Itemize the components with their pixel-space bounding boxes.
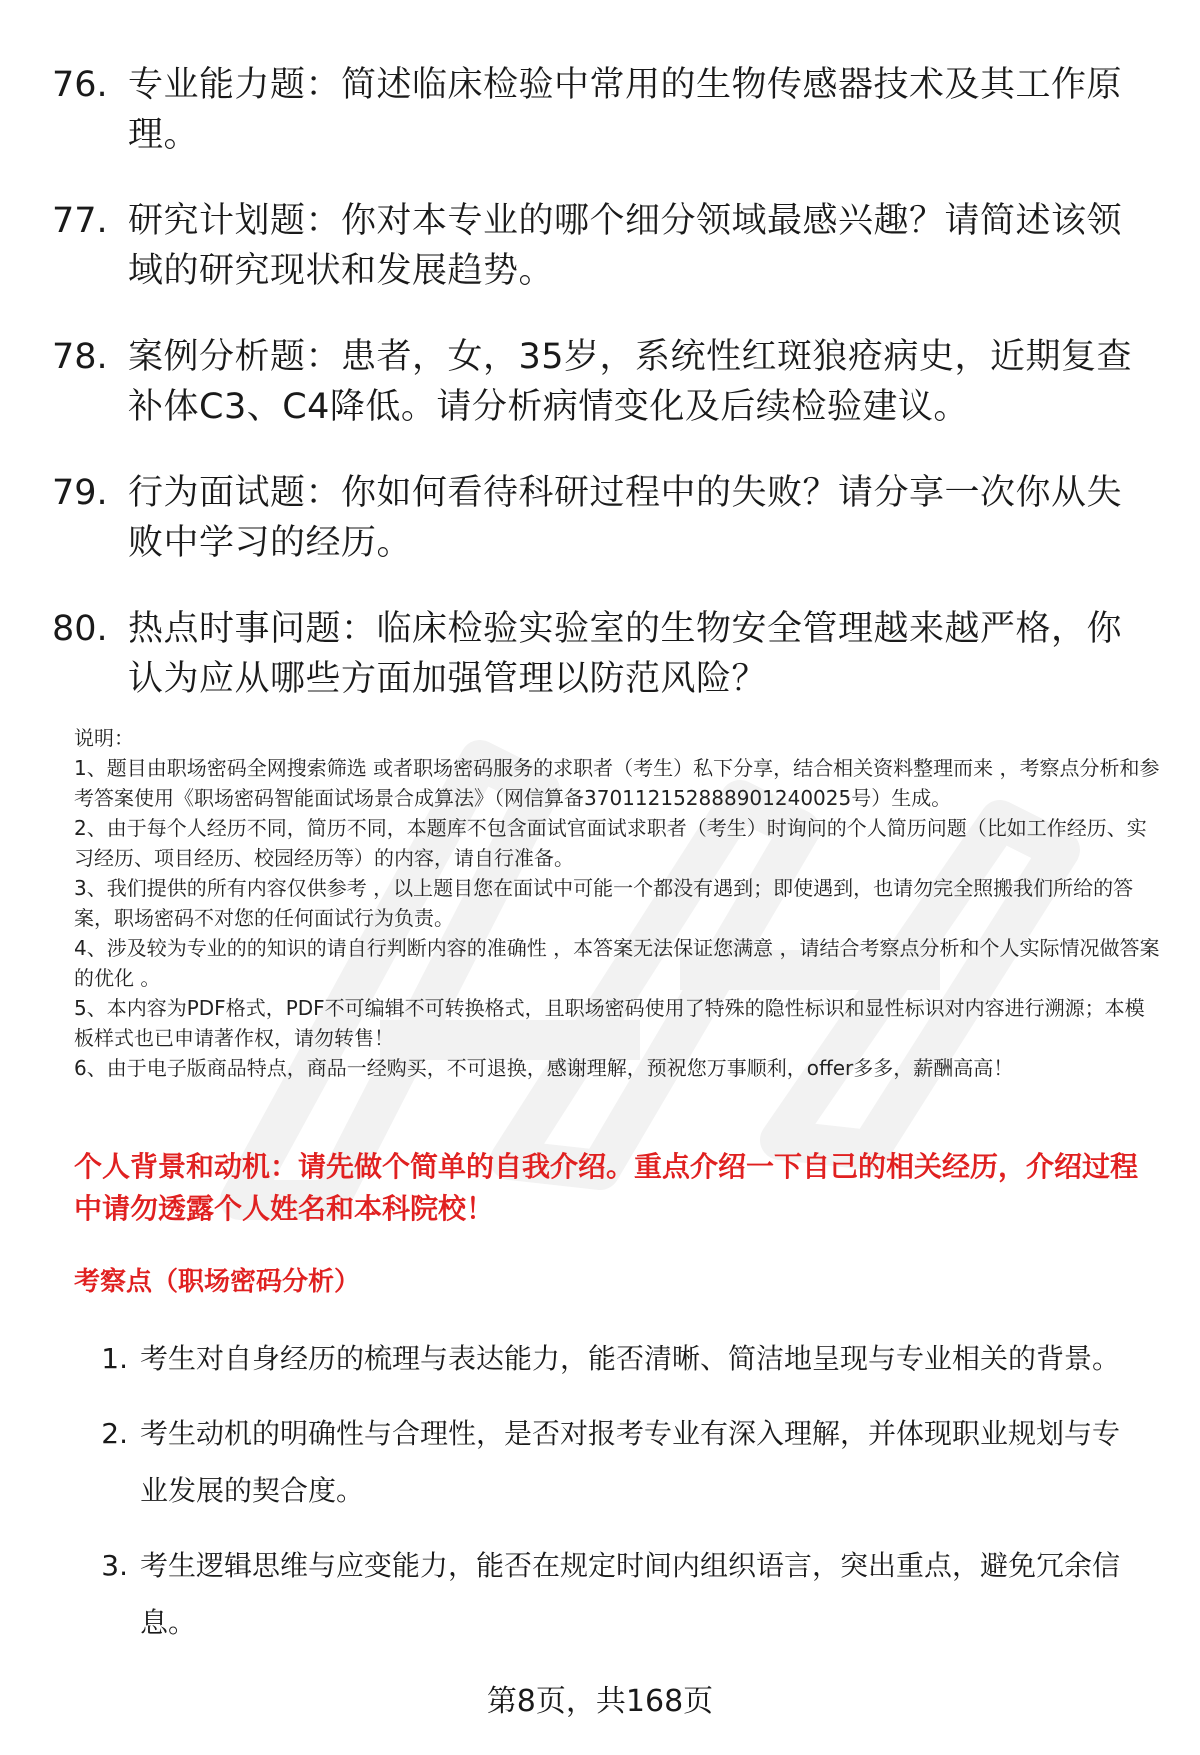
- point-number: 3.: [101, 1549, 128, 1582]
- disclaimer-notes: [74, 723, 1164, 1083]
- page-number: 第8页，共168页: [486, 1684, 714, 1719]
- question-number: 79.: [52, 473, 108, 513]
- question-item: [52, 196, 1152, 296]
- list-item: [84, 1537, 1144, 1651]
- point-number: 2.: [101, 1417, 128, 1450]
- question-text: 专业能力题：简述临床检验中常用的生物传感器技术及其工作原理。: [128, 65, 1123, 155]
- note-line: 3、我们提供的所有内容仅供参考 ，以上题目您在面试中可能一个都没有遇到；即使遇到，也请勿完全照搬我们所给的答案，职场密码不对您的任何面试行为负责。: [74, 876, 1134, 930]
- point-number: 1.: [101, 1342, 128, 1375]
- question-number: 77.: [52, 201, 108, 241]
- question-text: 研究计划题：你对本专业的哪个细分领域最感兴趣？请简述该领域的研究现状和发展趋势。: [128, 201, 1123, 291]
- note-line: 2、由于每个人经历不同，简历不同，本题库不包含面试官面试求职者（考生）时询问的个人简历问题（比如工作经历、实习经历、项目经历、校园经历等）的内容，请自行准备。: [74, 816, 1147, 870]
- note-line: 5、本内容为PDF格式，PDF不可编辑不可转换格式，且职场密码使用了特殊的隐性标识和显性标识对内容进行溯源；本模板样式也已申请著作权，请勿转售！: [74, 996, 1145, 1050]
- note-line: 4、涉及较为专业的的知识的请自行判断内容的准确性 ，本答案无法保证您满意 ，请结合考察点分析和个人实际情况做答案的优化 。: [74, 936, 1160, 990]
- question-number: 80.: [52, 609, 108, 649]
- question-number: 76.: [52, 65, 108, 105]
- section-heading-analysis: 考察点（职场密码分析）: [74, 1267, 361, 1297]
- note-line: 6、由于电子版商品特点，商品一经购买，不可退换，感谢理解，预祝您万事顺利，offer多多，薪酬高高！: [74, 1056, 1014, 1080]
- point-text: 考生对自身经历的梳理与表达能力，能否清晰、简洁地呈现与专业相关的背景。: [140, 1342, 1121, 1375]
- list-item: [84, 1405, 1144, 1519]
- question-number: 78.: [52, 337, 108, 377]
- question-text: 案例分析题：患者，女，35岁，系统性红斑狼疮病史，近期复查补体C3、C4降低。请分析病情变化及后续检验建议。: [128, 337, 1133, 427]
- section-heading-intro: 个人背景和动机：请先做个简单的自我介绍。重点介绍一下自己的相关经历，介绍过程中请勿透露个人姓名和本科院校！: [74, 1150, 1139, 1225]
- point-text: 考生逻辑思维与应变能力，能否在规定时间内组织语言，突出重点，避免冗余信息。: [140, 1549, 1121, 1639]
- question-list: [52, 60, 1152, 740]
- notes-title: 说明：: [74, 726, 134, 750]
- point-text: 考生动机的明确性与合理性，是否对报考专业有深入理解，并体现职业规划与专业发展的契合度。: [140, 1417, 1121, 1507]
- list-item: [84, 1330, 1144, 1387]
- question-text: 热点时事问题：临床检验实验室的生物安全管理越来越严格，你认为应从哪些方面加强管理以防范风险？: [128, 609, 1123, 699]
- note-line: 1、题目由职场密码全网搜索筛选 或者职场密码服务的求职者（考生）私下分享，结合相关资料整理而来 ，考察点分析和参考答案使用《职场密码智能面试场景合成算法》（网信算备370112152888901240025号）生成。: [74, 756, 1160, 810]
- question-item: [52, 60, 1152, 160]
- question-item: [52, 468, 1152, 568]
- analysis-points-list: [84, 1330, 1144, 1669]
- question-item: [52, 332, 1152, 432]
- question-text: 行为面试题：你如何看待科研过程中的失败？请分享一次你从失败中学习的经历。: [128, 473, 1123, 563]
- question-item: [52, 604, 1152, 704]
